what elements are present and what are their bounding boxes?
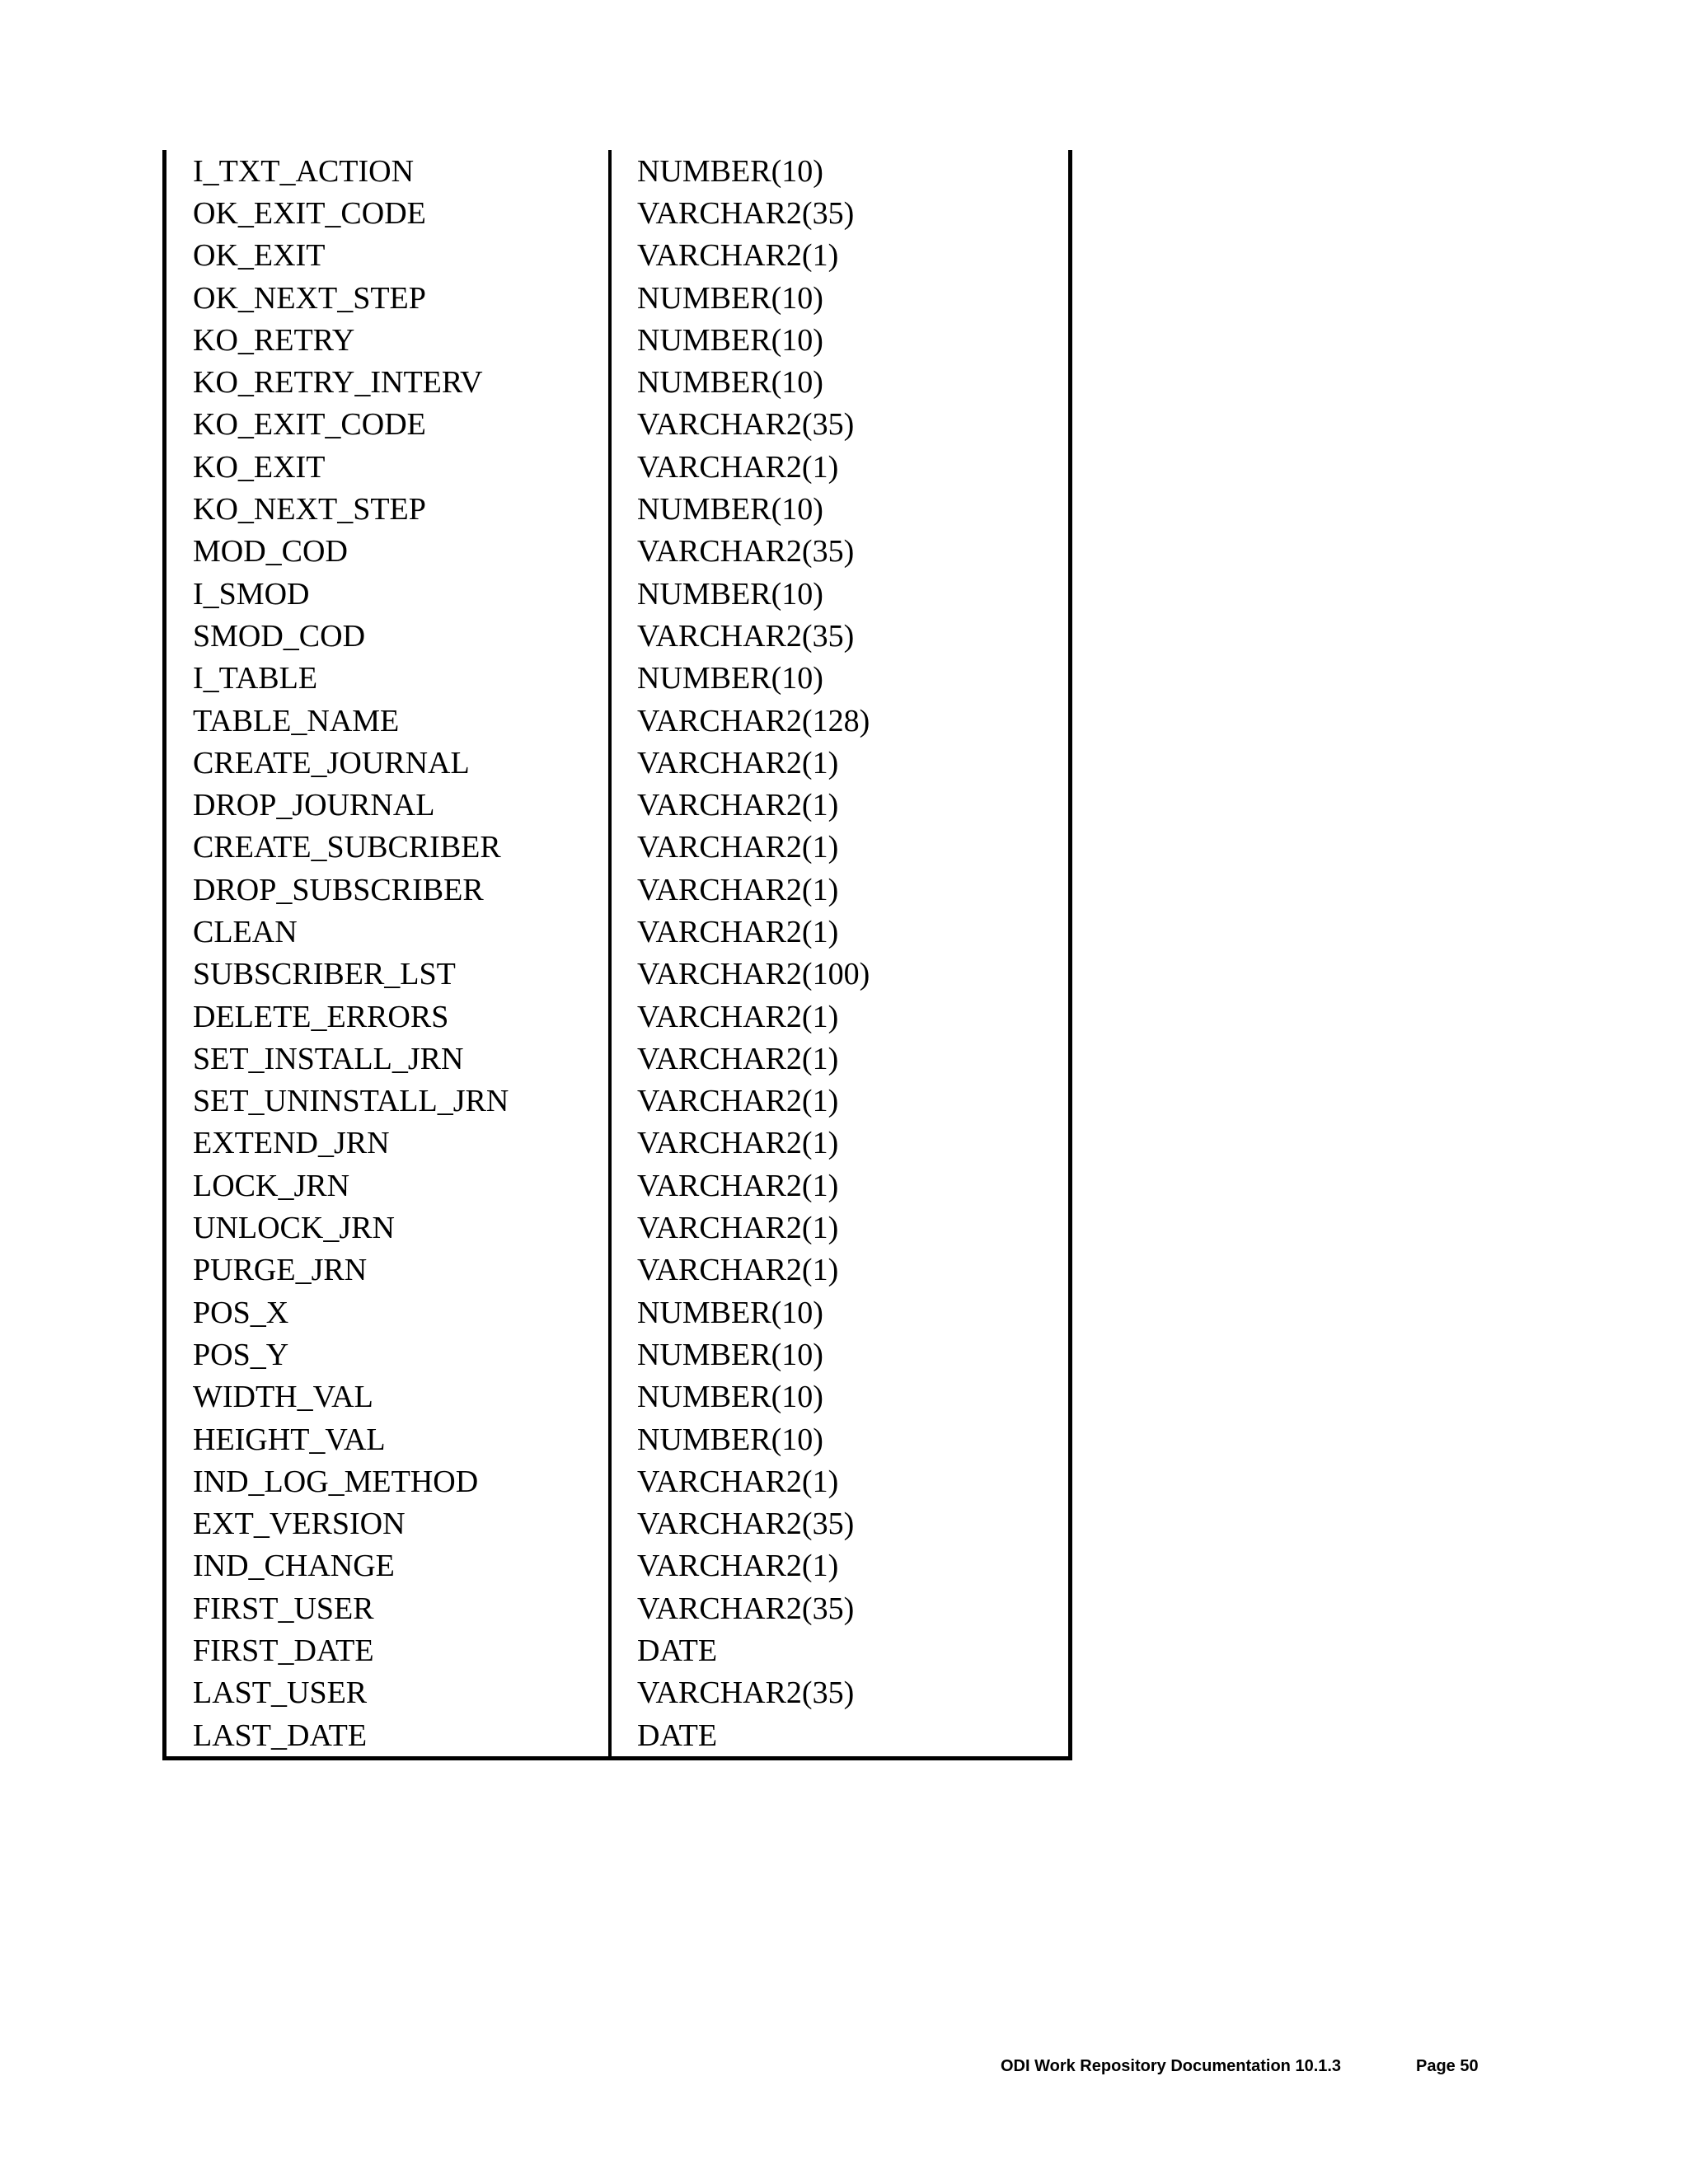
- column-name-cell: CREATE_JOURNAL: [193, 745, 470, 780]
- table-row: [166, 954, 1068, 996]
- table-row: [166, 784, 1068, 826]
- data-type-cell: VARCHAR2(1): [637, 238, 839, 274]
- column-name-cell: SMOD_COD: [193, 618, 366, 654]
- column-name-cell: CREATE_SUBCRIBER: [193, 830, 501, 865]
- data-type-cell: NUMBER(10): [637, 1380, 823, 1415]
- table-row: [166, 615, 1068, 657]
- column-name-cell: PURGE_JRN: [193, 1253, 368, 1288]
- data-type-cell: DATE: [637, 1718, 718, 1753]
- table-row: [166, 1672, 1068, 1714]
- column-name-cell: KO_EXIT_CODE: [193, 407, 426, 443]
- data-type-cell: VARCHAR2(128): [637, 703, 870, 738]
- table-row: [166, 1038, 1068, 1080]
- footer-document-title: ODI Work Repository Documentation 10.1.3: [1001, 2057, 1342, 2075]
- table-row: [166, 1291, 1068, 1333]
- column-name-cell: LAST_DATE: [193, 1718, 368, 1753]
- table-row: [166, 1418, 1068, 1460]
- table-row: [166, 1165, 1068, 1207]
- data-type-cell: VARCHAR2(1): [637, 1464, 839, 1499]
- column-name-cell: I_TABLE: [193, 661, 318, 696]
- column-divider: [608, 150, 612, 1756]
- column-name-cell: TABLE_NAME: [193, 703, 400, 738]
- table-row: [166, 361, 1068, 403]
- table-row: [166, 1503, 1068, 1545]
- data-type-cell: VARCHAR2(35): [637, 195, 855, 231]
- table-row: [166, 404, 1068, 446]
- column-name-cell: POS_Y: [193, 1337, 289, 1372]
- column-name-cell: LOCK_JRN: [193, 1168, 350, 1203]
- data-type-cell: VARCHAR2(1): [637, 788, 839, 823]
- data-type-cell: NUMBER(10): [637, 576, 823, 612]
- data-type-cell: NUMBER(10): [637, 153, 823, 189]
- table-row: [166, 1587, 1068, 1629]
- column-name-cell: DELETE_ERRORS: [193, 999, 449, 1034]
- table-row: [166, 742, 1068, 784]
- table-row: [166, 827, 1068, 869]
- table-row: [166, 573, 1068, 615]
- table-row: [166, 1249, 1068, 1291]
- data-type-cell: VARCHAR2(1): [637, 999, 839, 1034]
- column-name-cell: KO_NEXT_STEP: [193, 492, 426, 527]
- column-name-cell: CLEAN: [193, 914, 298, 949]
- column-name-cell: I_TXT_ACTION: [193, 153, 415, 189]
- column-name-cell: UNLOCK_JRN: [193, 1211, 395, 1246]
- table-row: [166, 1080, 1068, 1122]
- column-name-cell: SET_INSTALL_JRN: [193, 1041, 464, 1076]
- column-name-cell: FIRST_DATE: [193, 1633, 374, 1669]
- column-name-cell: KO_RETRY_INTERV: [193, 365, 483, 401]
- data-type-cell: NUMBER(10): [637, 280, 823, 316]
- column-name-cell: SET_UNINSTALL_JRN: [193, 1084, 509, 1119]
- table-row: [166, 1714, 1068, 1756]
- data-type-cell: VARCHAR2(1): [637, 1253, 839, 1288]
- column-name-cell: FIRST_USER: [193, 1591, 374, 1626]
- column-name-cell: DROP_JOURNAL: [193, 788, 435, 823]
- column-name-cell: WIDTH_VAL: [193, 1380, 373, 1415]
- column-name-cell: EXTEND_JRN: [193, 1126, 390, 1161]
- table-row: [166, 869, 1068, 911]
- column-name-cell: OK_NEXT_STEP: [193, 280, 426, 316]
- data-type-cell: NUMBER(10): [637, 1422, 823, 1457]
- column-name-cell: IND_CHANGE: [193, 1549, 395, 1584]
- data-type-cell: VARCHAR2(1): [637, 872, 839, 907]
- data-type-cell: VARCHAR2(35): [637, 534, 855, 569]
- table-row: [166, 488, 1068, 530]
- data-type-cell: VARCHAR2(35): [637, 618, 855, 654]
- data-type-cell: VARCHAR2(1): [637, 1211, 839, 1246]
- table-row: [166, 911, 1068, 953]
- columns-table: [162, 150, 1072, 1760]
- column-name-cell: OK_EXIT: [193, 238, 326, 274]
- data-type-cell: DATE: [637, 1633, 718, 1669]
- data-type-cell: NUMBER(10): [637, 661, 823, 696]
- table-row: [166, 319, 1068, 361]
- data-type-cell: VARCHAR2(1): [637, 830, 839, 865]
- table-row: [166, 1545, 1068, 1587]
- table-row: [166, 446, 1068, 488]
- table-row: [166, 1376, 1068, 1418]
- data-type-cell: VARCHAR2(1): [637, 1084, 839, 1119]
- column-name-cell: DROP_SUBSCRIBER: [193, 872, 484, 907]
- data-type-cell: VARCHAR2(35): [637, 407, 855, 443]
- data-type-cell: VARCHAR2(1): [637, 1041, 839, 1076]
- column-name-cell: OK_EXIT_CODE: [193, 195, 426, 231]
- data-type-cell: NUMBER(10): [637, 1295, 823, 1330]
- data-type-cell: VARCHAR2(1): [637, 1126, 839, 1161]
- data-type-cell: VARCHAR2(1): [637, 914, 839, 949]
- table-row: [166, 996, 1068, 1038]
- data-type-cell: VARCHAR2(35): [637, 1507, 855, 1542]
- data-type-cell: VARCHAR2(1): [637, 1168, 839, 1203]
- table-row: [166, 531, 1068, 573]
- data-type-cell: VARCHAR2(1): [637, 1549, 839, 1584]
- data-type-cell: VARCHAR2(35): [637, 1675, 855, 1711]
- data-type-cell: VARCHAR2(35): [637, 1591, 855, 1626]
- footer-page-number: Page 50: [1416, 2057, 1479, 2075]
- table-row: [166, 1122, 1068, 1165]
- column-name-cell: EXT_VERSION: [193, 1507, 406, 1542]
- column-name-cell: MOD_COD: [193, 534, 348, 569]
- data-type-cell: NUMBER(10): [637, 365, 823, 401]
- table-row: [166, 1629, 1068, 1671]
- data-type-cell: VARCHAR2(1): [637, 449, 839, 485]
- column-name-cell: LAST_USER: [193, 1675, 368, 1711]
- column-name-cell: HEIGHT_VAL: [193, 1422, 386, 1457]
- data-type-cell: NUMBER(10): [637, 1337, 823, 1372]
- column-name-cell: IND_LOG_METHOD: [193, 1464, 479, 1499]
- column-name-cell: POS_X: [193, 1295, 289, 1330]
- table-row: [166, 1333, 1068, 1376]
- data-type-cell: NUMBER(10): [637, 492, 823, 527]
- table-row: [166, 1207, 1068, 1249]
- table-body: [166, 150, 1068, 1756]
- table-row: [166, 1460, 1068, 1502]
- column-name-cell: SUBSCRIBER_LST: [193, 957, 456, 992]
- table-row: [166, 277, 1068, 319]
- data-type-cell: VARCHAR2(100): [637, 957, 870, 992]
- table-row: [166, 658, 1068, 700]
- column-name-cell: KO_RETRY: [193, 322, 355, 358]
- column-name-cell: KO_EXIT: [193, 449, 326, 485]
- data-type-cell: NUMBER(10): [637, 322, 823, 358]
- table-row: [166, 192, 1068, 234]
- table-row: [166, 150, 1068, 192]
- column-name-cell: I_SMOD: [193, 576, 310, 612]
- table-row: [166, 235, 1068, 277]
- table-row: [166, 700, 1068, 742]
- data-type-cell: VARCHAR2(1): [637, 745, 839, 780]
